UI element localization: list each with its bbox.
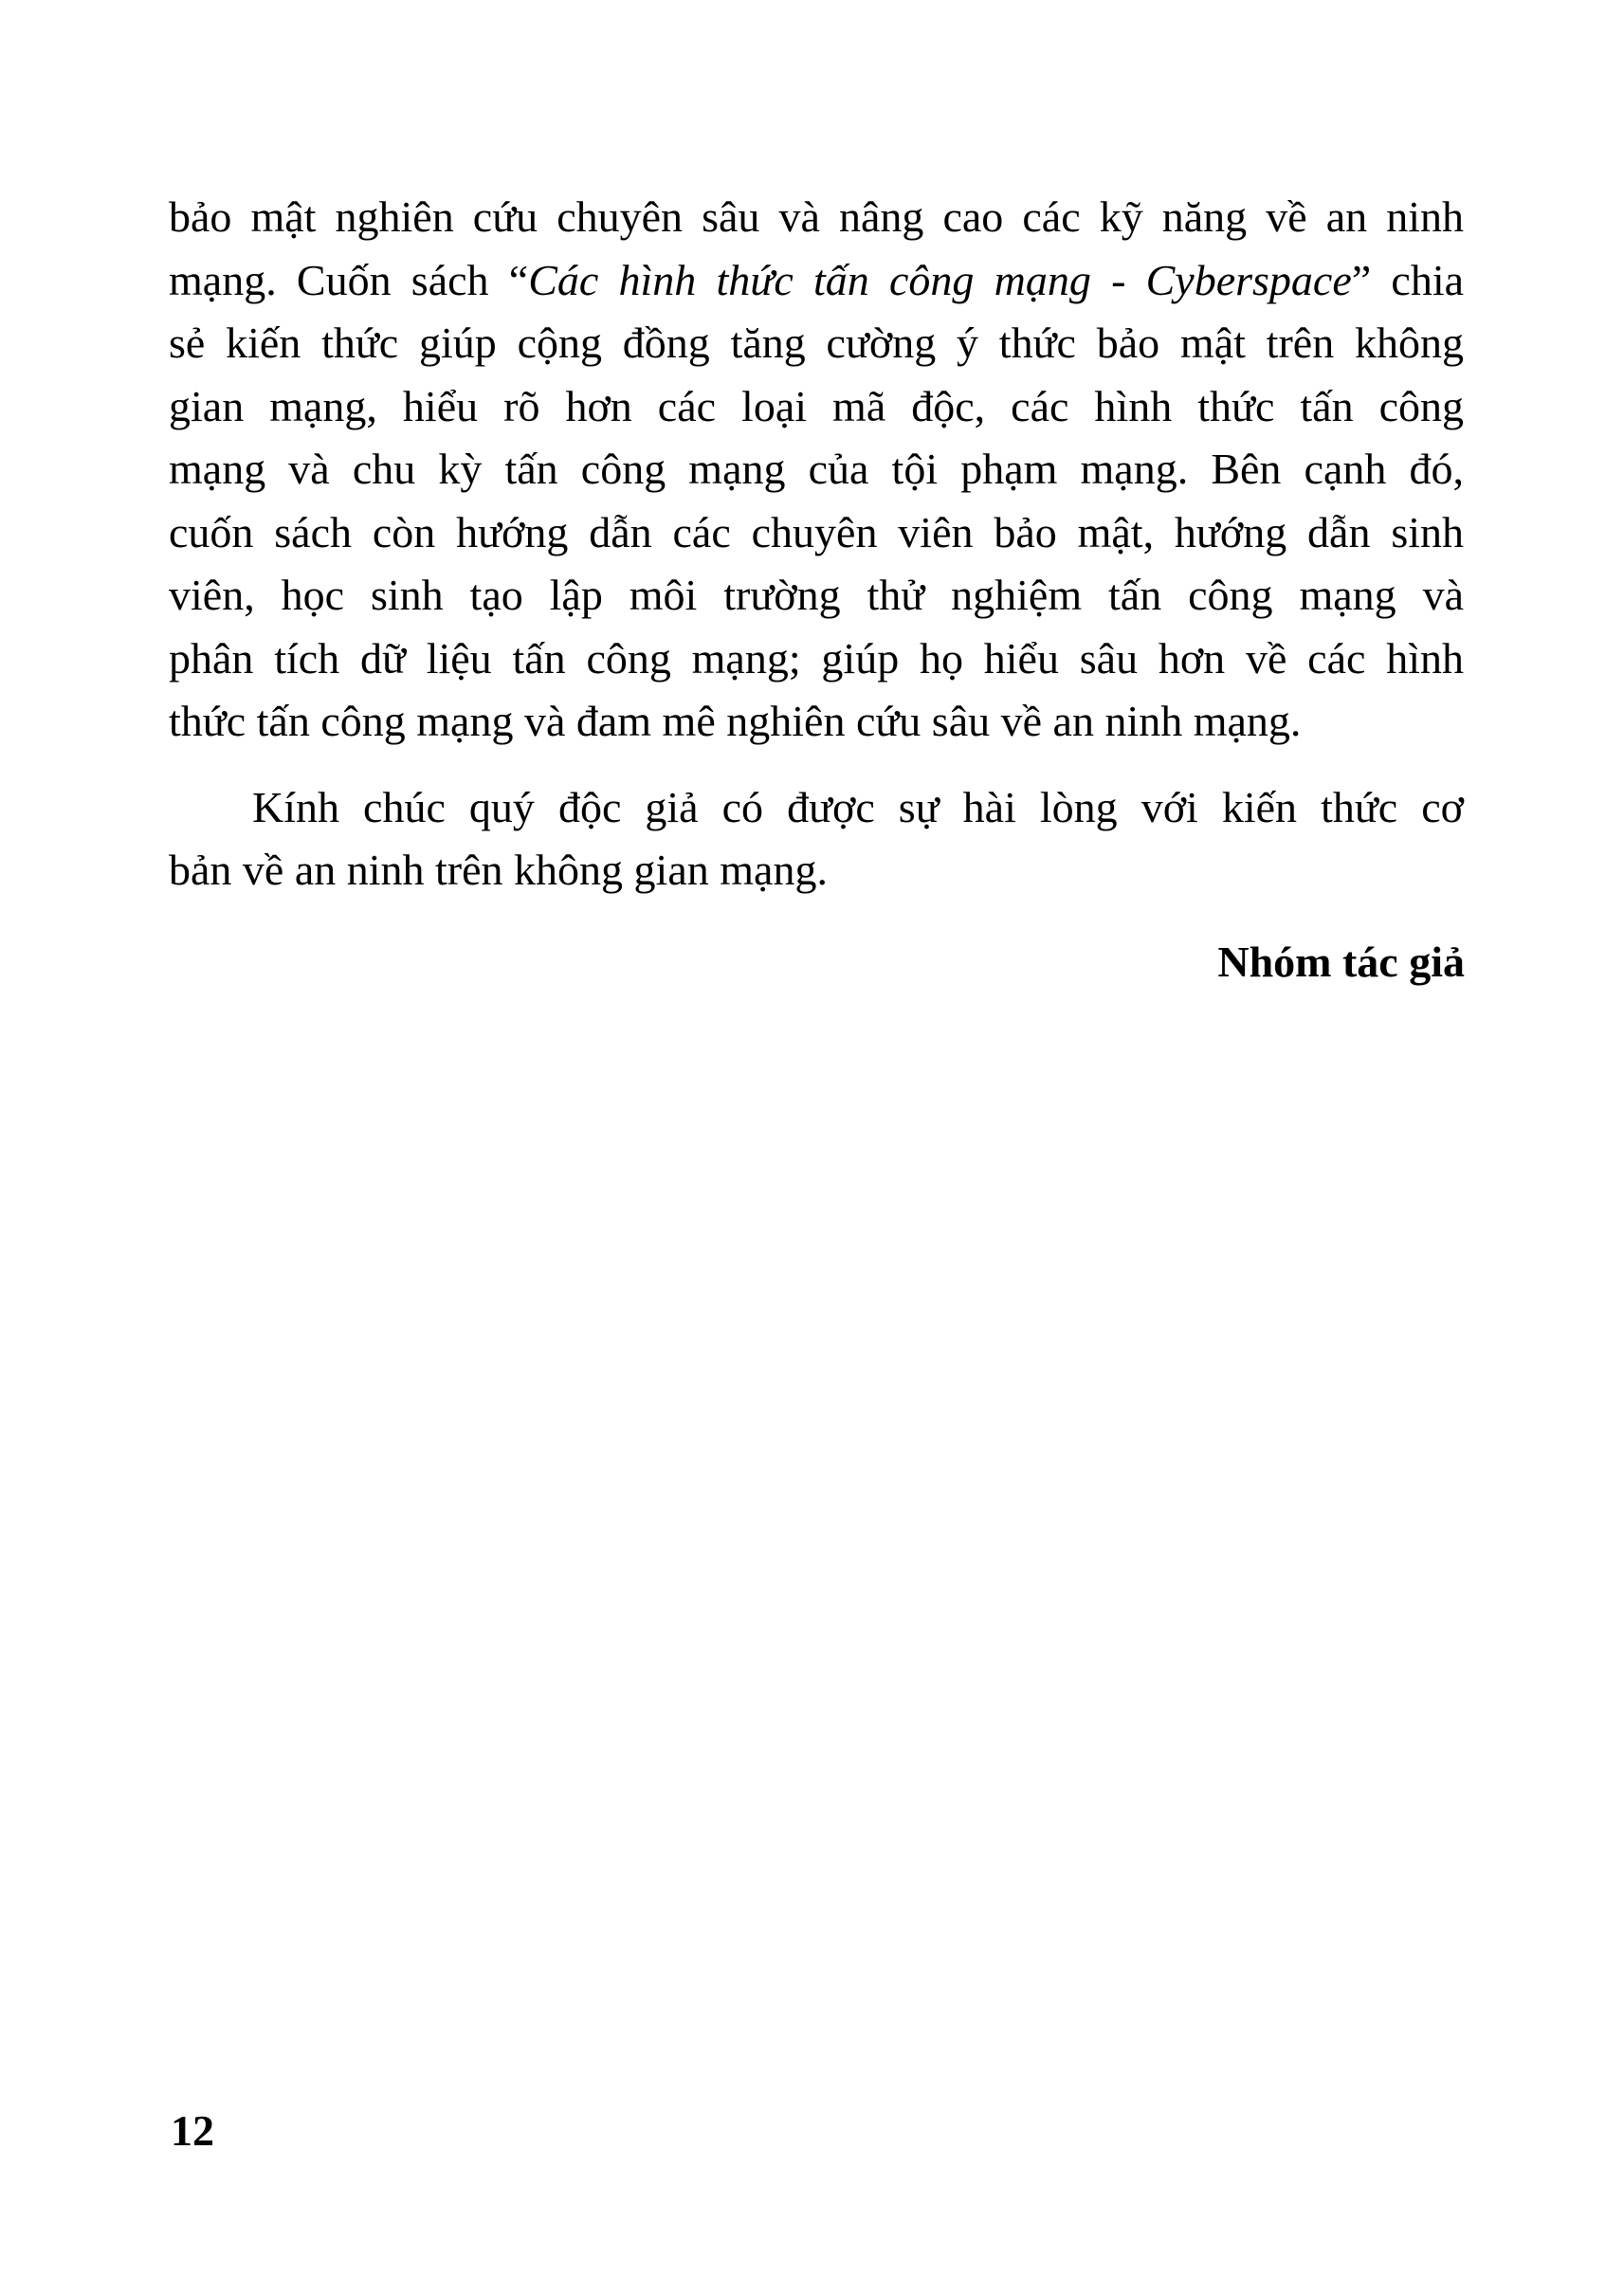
body-text <box>169 186 1464 902</box>
text-line: mạng. Cuốn sách “Các hình thức tấn công mạng - Cyberspace” chia <box>169 255 1465 304</box>
text-line: cuốn sách còn hướng dẫn các chuyên viên bảo mật, hướng dẫn sinh <box>169 507 1464 556</box>
paragraph-1 <box>169 186 1464 754</box>
text-line: sẻ kiến thức giúp cộng đồng tăng cường ý thức bảo mật trên không <box>169 319 1464 367</box>
text-line: thức tấn công mạng và đam mê nghiên cứu sâu về an ninh mạng. <box>169 697 1302 745</box>
author-signature: Nhóm tác giả <box>1217 938 1465 986</box>
paragraph-2 <box>169 776 1464 902</box>
text-line: viên, học sinh tạo lập môi trường thử nghiệm tấn công mạng và <box>169 571 1464 619</box>
text-line: phân tích dữ liệu tấn công mạng; giúp họ hiểu sâu hơn về các hình <box>169 633 1464 683</box>
book-title: Các hình thức tấn công mạng - Cyberspace <box>528 255 1352 304</box>
text-line: bảo mật nghiên cứu chuyên sâu và nâng cao các kỹ năng về an ninh <box>169 192 1464 241</box>
text-line: Kính chúc quý độc giả có được sự hài lòng với kiến thức cơ <box>252 782 1464 831</box>
text-line: bản về an ninh trên không gian mạng. <box>169 846 828 894</box>
text-line: gian mạng, hiểu rõ hơn các loại mã độc, các hình thức tấn công <box>169 381 1464 430</box>
text-line: mạng và chu kỳ tấn công mạng của tội phạm mạng. Bên cạnh đó, <box>169 445 1464 493</box>
page-number: 12 <box>171 2106 214 2155</box>
